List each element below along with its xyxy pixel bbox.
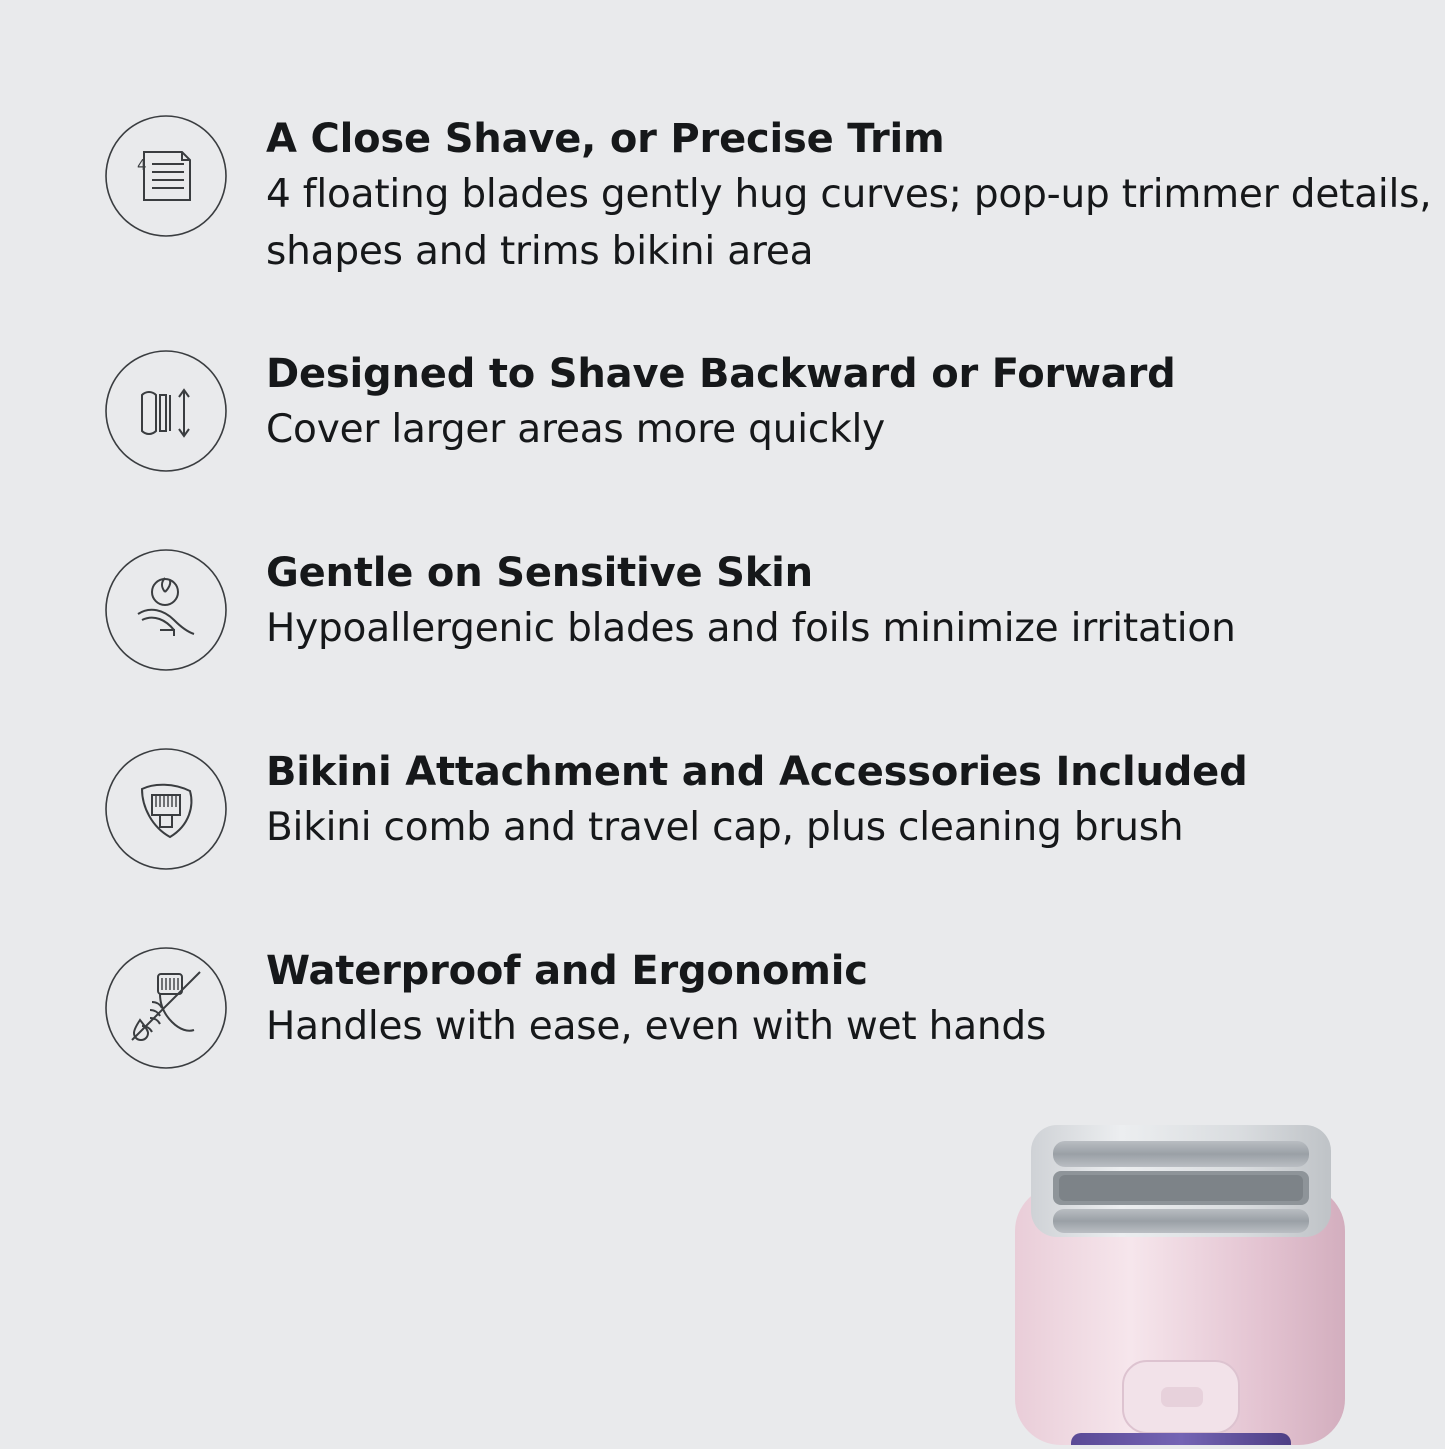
waterproof-hand-grip-icon	[98, 940, 234, 1076]
feature-item	[0, 343, 1445, 479]
feature-title: A Close Shave, or Precise Trim	[266, 116, 945, 162]
feature-title: Waterproof and Ergonomic	[266, 948, 868, 995]
feature-description: Bikini comb and travel cap, plus cleaning brush	[266, 805, 1184, 851]
electric-shaver-product-photo	[975, 1115, 1445, 1445]
bikini-comb-attachment-icon	[98, 741, 234, 877]
feature-title: Bikini Attachment and Accessories Included	[266, 749, 1248, 796]
shaver-foil-4-blades-icon	[98, 108, 234, 244]
feature-description: Handles with ease, even with wet hands	[266, 1004, 1047, 1050]
feature-description: 4 floating blades gently hug curves; pop-up trimmer details, shapes and trims bikini area	[266, 172, 1432, 274]
feature-list	[0, 108, 1445, 1139]
feature-title: Designed to Shave Backward or Forward	[266, 351, 1176, 398]
feature-text	[266, 108, 1445, 280]
feature-text	[266, 542, 1445, 658]
feature-text	[266, 741, 1445, 857]
icon-number-label: 4	[137, 156, 147, 174]
feature-item	[0, 940, 1445, 1076]
feature-description: Cover larger areas more quickly	[266, 407, 886, 453]
bidirectional-shave-arrow-icon	[98, 343, 234, 479]
feature-item	[0, 108, 1445, 280]
feature-text	[266, 343, 1445, 459]
feature-item	[0, 741, 1445, 877]
feature-description: Hypoallergenic blades and foils minimize irritation	[266, 606, 1236, 652]
feature-text	[266, 940, 1445, 1056]
sensitive-skin-hair-follicle-icon	[98, 542, 234, 678]
feature-item	[0, 542, 1445, 678]
feature-title: Gentle on Sensitive Skin	[266, 550, 813, 597]
